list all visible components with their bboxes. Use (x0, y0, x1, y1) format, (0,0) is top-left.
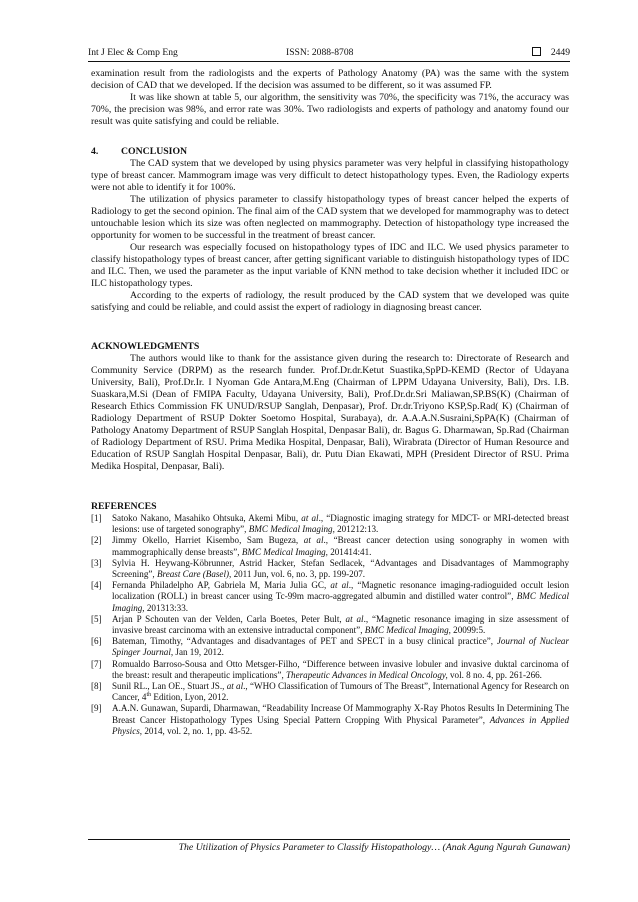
reference-superscript: th (146, 692, 152, 699)
reference-authors: Bateman, Timothy, “Advantages and disadvantages of PET and SPECT in a busy clinical practice”, (112, 636, 494, 647)
reference-list (91, 513, 569, 737)
reference-venue: Therapeutic Advances in Medical Oncology, (286, 669, 448, 680)
paragraph-results: It was like shown at table 5, our algorithm, the sensitivity was 70%, the specificity was 71%, the accuracy was 70%, the precision was 98%, and error rate was 30%. Two radiologists and experts of pathology and anatomy found our result was quite satisfying and could be reliable. (91, 92, 569, 127)
reference-details: 201313:33. (144, 602, 189, 613)
reference-venue: Advances in Applied Physics, (112, 714, 569, 736)
conclusion-paragraph-4: According to the experts of radiology, the result produced by the CAD system that we developed was quite satisfying and could be reliable, and could assist the expert of radiology in diagnosing breast cancer. (91, 290, 569, 313)
section-number: 4. (91, 146, 99, 157)
reference-details: 20099:5. (450, 625, 486, 636)
reference-item (91, 681, 569, 703)
reference-number: [7] (91, 658, 102, 669)
reference-venue: Breast Care (Basel) (156, 569, 230, 580)
reference-etal: at al (301, 513, 319, 523)
journal-name: Int J Elec & Comp Eng (88, 47, 178, 58)
footer-rule (88, 839, 570, 840)
reference-number: [6] (91, 636, 102, 647)
conclusion-paragraph-1: The CAD system that we developed by using physics parameter was very helpful in classifying histopathology type of breast cancer. Mammogram image was very difficult to detect histopathology types. Even, the Radiology experts were not able to identify it for 100%. (91, 158, 569, 193)
reference-title: ., “Diagnostic imaging strategy for MDCT- or MRI-detected breast lesions: use of targeted sonography”, (112, 513, 570, 535)
reference-details: vol. 8 no. 4, pp. 261-266. (447, 669, 542, 680)
reference-title: ., “Breast cancer detection using sonography in women with mammographically dense breasts”, (112, 535, 570, 557)
section-heading-conclusion (91, 146, 569, 158)
reference-number: [3] (91, 557, 102, 568)
reference-details: 201212:13. (334, 524, 379, 535)
reference-item (91, 513, 569, 535)
reference-venue: BMC Medical Imaging, (241, 546, 328, 557)
checkbox-square-icon (532, 47, 541, 56)
reference-authors: Sylvia H. Heywang-Köbrunner, Astrid Hacker, Stefan Sedlacek, “Advantages and Disadvantages of Mammography Screening”, (112, 557, 569, 580)
reference-authors: Romualdo Barroso-Sousa and Otto Metsger-Filho, “Difference between invasive lobuler and invasive duktal carcinoma of the breast: result and therapeutic implications”, (112, 658, 569, 680)
conclusion-paragraph-3: Our research was especially focused on histopathology types of IDC and ILC. We used physics parameter to classify histopathology types of breast cancer, after getting significant variable to distinguish histopathology types of IDC and ILC. Then, we used the parameter as the input variable of KNN method to take decision whether it included IDC or ILC histopathology types. (91, 242, 569, 289)
reference-venue: BMC Medical Imaging, (364, 625, 451, 636)
reference-number: [4] (91, 580, 102, 591)
paragraph-continued: examination result from the radiologists and the experts of Pathology Anatomy (PA) was the same with the system decision of CAD that we developed. If the decision was assumed to be different, so it was assumed FP. (91, 68, 569, 91)
reference-title: ., “Magnetic resonance imaging in size assessment of invasive breast carcinoma with an extensive intraductal component”, (112, 613, 570, 636)
reference-item (91, 703, 569, 737)
reference-number: [2] (91, 535, 102, 546)
reference-item (91, 614, 569, 636)
running-title: The Utilization of Physics Parameter to Classify Histopathology… (Anak Agung Ngurah Gunawan) (178, 842, 570, 853)
reference-details: 2014, vol. 2, no. 1, pp. 43-52. (142, 725, 253, 736)
reference-authors: Satoko Nakano, Masahiko Ohtsuka, Akemi Mibu, (112, 513, 299, 523)
reference-venue: BMC Medical Imaging, (248, 524, 335, 535)
reference-number: [8] (91, 681, 102, 692)
reference-etal: at al (303, 535, 324, 546)
section-title: CONCLUSION (121, 146, 188, 157)
header-rule (88, 61, 570, 62)
reference-authors: Fernanda Philadelpho AP, Gabriela M, Maria Julia GC, (112, 580, 327, 591)
reference-number: [5] (91, 613, 102, 624)
reference-details: 201414:41. (327, 546, 372, 557)
page-header (88, 46, 570, 60)
page-number-area (532, 46, 570, 60)
reference-number: [9] (91, 703, 102, 714)
reference-item (91, 535, 569, 557)
reference-authors: A.A.N. Gunawan, Supardi, Dharmawan, “Readability Increase Of Mammography X-Ray Photos Results In Determining The Breast Cancer Histopathology Types Using Special Pattern Cropping With Physical Parameter”, (112, 703, 569, 725)
references-heading: REFERENCES (91, 501, 157, 512)
reference-authors: Sunil RL., Lan OE., Stuart JS., (112, 681, 225, 692)
reference-venue: Journal of Nuclear Spinger Journal, (112, 636, 569, 658)
acknowledgments-text: The authors would like to thank for the assistance given during the research to: Directorate of Research and Community Service (DRPM) as the research funder. Prof.Dr.dr.Ketut Suastika,SpPD-KEMD (Rector of Udayana University, Bali), Prof.Dr.Ir. I Nyoman Gde Antara,M.Eng (Chairman of LPPM Udayana University, Bali), Drs. I.B. Suaskara,M.Si (Dean of FMIPA Faculty, Udayana University, Bali), Prof.Dr.dr.Sri Maliawan,SP.BS(K) (Chairman of Research Ethics Commission FK UNUD/RSUP Sanglah, Denpasar), Prof. Dr.dr.Triyono KSP,Sp.Rad( K) (Chairman of Radiology Department of RSUP Dokter Soetomo Hospital, Surabaya), dr. A.A.A.N.Susraini,SpPA(K) (Chairman of Pathology Anatomy Department of RSUP Sanglah Hospital, Denpasar Bali), dr. Bagus G. Dharmawan, Sp.Rad (Chairman of Radiology Department of RSU. Prima Medika Hospital, Denpasar, Bali), Wirabrata (Director of Human Resource and Education of RSUP Sanglah Hospital Denpasar, Bali), dr. Putu Dian Ekawati, MPH (President Director of RSU. Prima Medika Hospital, Denpasar, Bali). (91, 353, 569, 472)
reference-details: Edition, Lyon, 2012. (151, 692, 229, 703)
reference-item (91, 659, 569, 681)
reference-details: , 2011 Jun, vol. 6, no. 3, pp. 199-207. (229, 569, 366, 580)
reference-etal: at al (345, 613, 364, 624)
reference-title: ., “Magnetic resonance imaging-radioguided occult lesion localization (ROLL) in breast cancer using Tc-99m macro-aggregated albumin and distilled water control”, (112, 580, 569, 602)
reference-etal: at al (330, 580, 349, 591)
reference-item (91, 580, 569, 614)
acknowledgments-heading: ACKNOWLEDGMENTS (91, 341, 200, 352)
body-text (91, 68, 569, 737)
issn: ISSN: 2088-8708 (286, 47, 354, 58)
reference-authors: Arjan P Schouten van der Velden, Carla Boetes, Peter Bult, (112, 613, 342, 624)
reference-authors: Jimmy Okello, Harriet Kisembo, Sam Bugeza, (112, 535, 299, 546)
conclusion-paragraph-2: The utilization of physics parameter to classify histopathology types of breast cancer helped the experts of Radiology to get the second opinion. The final aim of the CAD system that we developed for mammography was to detect untouchable lesion which its size was often neglected on mammography. Detection of histopathology type increased the opportunity for women to be successful in the treatment of breast cancer. (91, 194, 569, 241)
reference-venue: BMC Medical Imaging, (112, 591, 569, 613)
reference-title: ., “WHO Classification of Tumours of The Breast”, International Agency for Research on Cancer, 4 (112, 681, 569, 703)
page-number: 2449 (550, 47, 570, 58)
reference-details: Jan 19, 2012. (173, 647, 224, 658)
reference-number: [1] (91, 513, 102, 523)
reference-item (91, 558, 569, 580)
reference-item (91, 636, 569, 658)
reference-etal: at al (226, 681, 244, 692)
